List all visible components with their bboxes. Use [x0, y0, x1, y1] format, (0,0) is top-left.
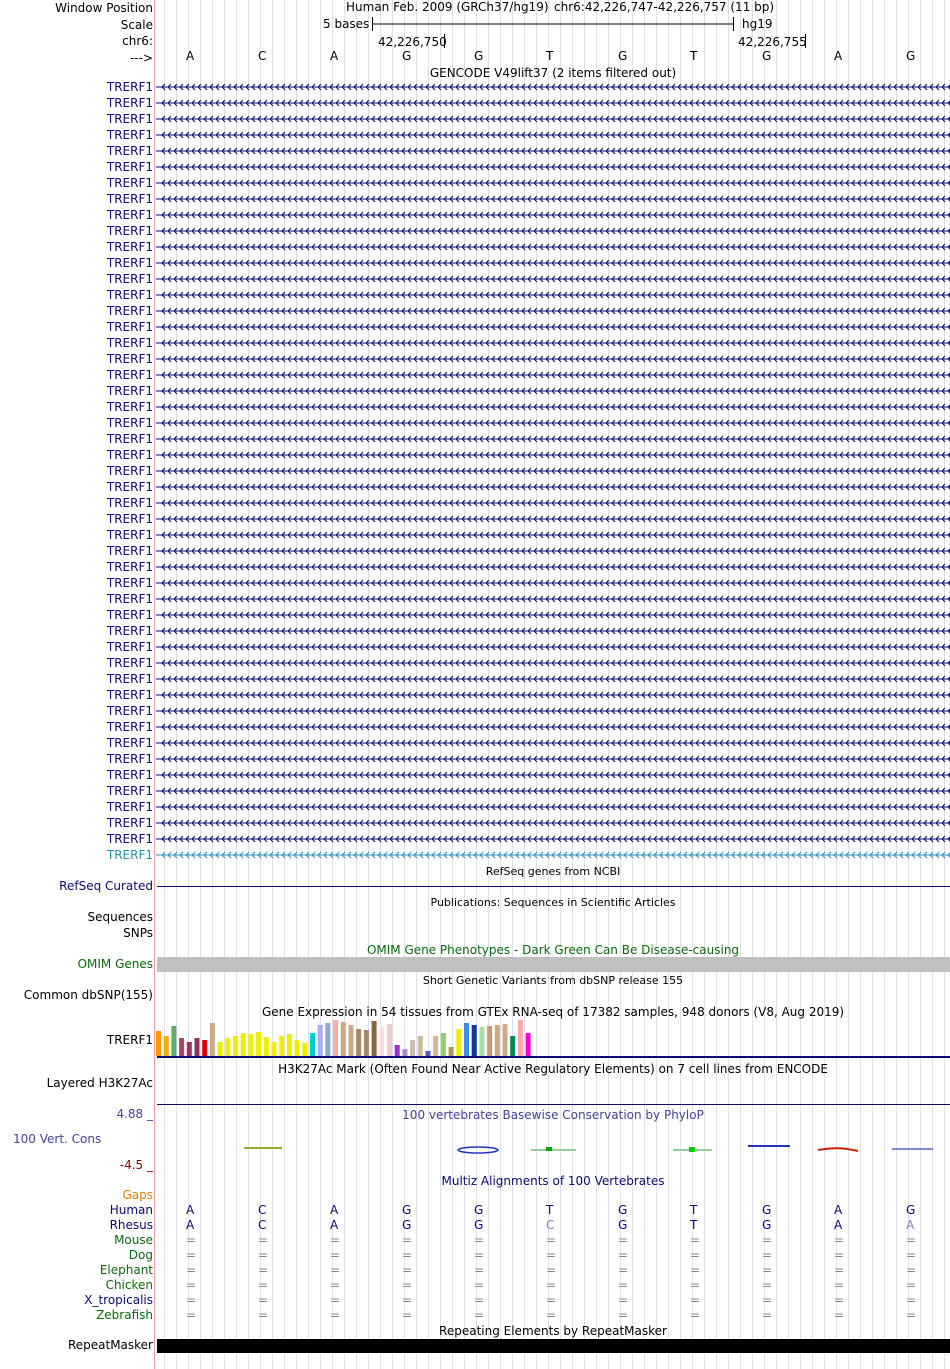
alignment-base: = [258, 1278, 269, 1292]
gencode-gene-label[interactable]: TRERF1 [106, 368, 153, 382]
alignment-base: = [402, 1308, 413, 1322]
gencode-gene-label[interactable]: TRERF1 [106, 464, 153, 478]
alignment-base: = [690, 1293, 701, 1307]
gencode-gene-label[interactable]: TRERF1 [106, 720, 153, 734]
gencode-gene-label[interactable]: TRERF1 [106, 96, 153, 110]
alignment-base: = [906, 1248, 917, 1262]
alignment-base: = [330, 1248, 341, 1262]
alignment-base: = [546, 1278, 557, 1292]
base-letter: A [186, 49, 195, 63]
refseq-title[interactable]: RefSeq genes from NCBI [485, 865, 621, 878]
alignment-base: = [762, 1263, 773, 1277]
gencode-gene-label[interactable]: TRERF1 [106, 800, 153, 814]
alignment-base: = [834, 1263, 845, 1277]
alignment-base: G [762, 1203, 772, 1217]
alignment-base: = [906, 1233, 917, 1247]
phylop-title[interactable]: 100 vertebrates Basewise Conservation by PhyloP [402, 1108, 704, 1122]
alignment-base: = [690, 1233, 701, 1247]
alignment-base: = [330, 1233, 341, 1247]
gencode-gene-label[interactable]: TRERF1 [106, 400, 153, 414]
alignment-base: = [474, 1308, 485, 1322]
alignment-base: = [762, 1233, 773, 1247]
gencode-gene-label[interactable]: TRERF1 [106, 160, 153, 174]
alignment-base: = [546, 1248, 557, 1262]
alignment-base: G [402, 1203, 412, 1217]
alignment-base: = [186, 1263, 197, 1277]
base-letter: G [618, 49, 628, 63]
gencode-gene-label[interactable]: TRERF1 [106, 80, 153, 94]
alignment-base: = [186, 1233, 197, 1247]
gencode-gene-label[interactable]: TRERF1 [106, 144, 153, 158]
alignment-base: G [402, 1218, 412, 1232]
alignment-base: A [834, 1203, 843, 1217]
alignment-base: = [690, 1248, 701, 1262]
gencode-gene-label[interactable]: TRERF1 [106, 656, 153, 670]
alignment-base: G [906, 1203, 916, 1217]
alignment-base: = [474, 1278, 485, 1292]
alignment-base: G [762, 1218, 772, 1232]
alignment-base: = [474, 1263, 485, 1277]
gencode-gene-label[interactable]: TRERF1 [106, 304, 153, 318]
alignment-base: G [474, 1218, 484, 1232]
alignment-base: A [330, 1218, 339, 1232]
alignment-base: = [330, 1278, 341, 1292]
base-letter: G [474, 49, 484, 63]
gencode-gene-label[interactable]: TRERF1 [106, 256, 153, 270]
gencode-gene-label[interactable]: TRERF1 [106, 416, 153, 430]
coord-left: 42,226,750 [378, 35, 447, 49]
alignment-base: G [474, 1203, 484, 1217]
species-label[interactable]: Chicken [105, 1278, 153, 1292]
pubs-snps-label[interactable]: SNPs [123, 926, 153, 940]
gencode-gene-label[interactable]: TRERF1 [106, 208, 153, 222]
gencode-gene-label[interactable]: TRERF1 [106, 288, 153, 302]
alignment-base: = [474, 1293, 485, 1307]
gencode-gene-label[interactable]: TRERF1 [106, 496, 153, 510]
position-range: chr6:42,226,747-42,226,757 (11 bp) [554, 0, 775, 14]
gencode-gene-label[interactable]: TRERF1 [106, 320, 153, 334]
alignment-base: = [402, 1278, 413, 1292]
gencode-gene-label[interactable]: TRERF1 [106, 848, 153, 862]
omim-title[interactable]: OMIM Gene Phenotypes - Dark Green Can Be Disease-causing [366, 943, 740, 957]
gencode-gene-label[interactable]: TRERF1 [106, 752, 153, 766]
base-letter: G [762, 49, 772, 63]
repeatmasker-label[interactable]: RepeatMasker [67, 1338, 153, 1352]
base-letter: G [906, 49, 916, 63]
gencode-gene-label[interactable]: TRERF1 [106, 592, 153, 606]
alignment-base: A [330, 1203, 339, 1217]
alignment-base: = [906, 1308, 917, 1322]
gencode-gene-label[interactable]: TRERF1 [106, 384, 153, 398]
gencode-gene-label[interactable]: TRERF1 [106, 240, 153, 254]
alignment-base: = [618, 1278, 629, 1292]
gaps-label: Gaps [122, 1188, 153, 1202]
species-label[interactable]: Dog [128, 1248, 153, 1262]
alignment-base: = [186, 1248, 197, 1262]
alignment-base: = [906, 1263, 917, 1277]
gencode-gene-label[interactable]: TRERF1 [106, 608, 153, 622]
alignment-base: = [258, 1263, 269, 1277]
alignment-base: G [618, 1218, 628, 1232]
alignment-base: = [906, 1293, 917, 1307]
base-letter: G [402, 49, 412, 63]
db-label: hg19 [742, 17, 773, 31]
h3k27ac-label[interactable]: Layered H3K27Ac [46, 1076, 153, 1090]
alignment-base: = [330, 1263, 341, 1277]
species-label[interactable]: Zebrafish [96, 1308, 153, 1322]
alignment-base: G [618, 1203, 628, 1217]
gencode-gene-label[interactable]: TRERF1 [106, 576, 153, 590]
alignment-base: A [834, 1218, 843, 1232]
gencode-gene-label[interactable]: TRERF1 [106, 704, 153, 718]
publications-title[interactable]: Publications: Sequences in Scientific Articles [430, 896, 676, 909]
base-letter: A [330, 49, 339, 63]
pubs-sequences-label[interactable]: Sequences [87, 910, 153, 924]
strand-label: ---> [129, 51, 153, 65]
dbsnp-label[interactable]: Common dbSNP(155) [23, 988, 153, 1002]
alignment-base: = [402, 1263, 413, 1277]
alignment-base: C [258, 1203, 267, 1217]
alignment-base: = [762, 1293, 773, 1307]
alignment-base: = [618, 1263, 629, 1277]
alignment-base: = [834, 1248, 845, 1262]
alignment-base: = [258, 1293, 269, 1307]
gtex-title[interactable]: Gene Expression in 54 tissues from GTEx RNA-seq of 17382 samples, 948 donors (V8, Aug 2019) [261, 1005, 845, 1019]
alignment-base: = [618, 1248, 629, 1262]
alignment-base: A [186, 1218, 195, 1232]
species-label[interactable]: Rhesus [109, 1218, 153, 1232]
gencode-gene-label[interactable]: TRERF1 [106, 832, 153, 846]
alignment-base: = [546, 1308, 557, 1322]
alignment-base: T [690, 1203, 698, 1217]
gencode-gene-label[interactable]: TRERF1 [106, 176, 153, 190]
alignment-base: T [546, 1203, 554, 1217]
coord-right: 42,226,755 [738, 35, 807, 49]
alignment-base: = [186, 1308, 197, 1322]
alignment-base: = [402, 1293, 413, 1307]
gencode-gene-label[interactable]: TRERF1 [106, 816, 153, 830]
species-label[interactable]: X_tropicalis [84, 1293, 153, 1307]
repeatmasker-bar[interactable] [157, 1339, 950, 1353]
alignment-base: = [762, 1308, 773, 1322]
gencode-gene-label[interactable]: TRERF1 [106, 560, 153, 574]
refseq-label[interactable]: RefSeq Curated [59, 879, 153, 893]
gencode-gene-label[interactable]: TRERF1 [106, 336, 153, 350]
alignment-base: = [690, 1263, 701, 1277]
alignment-base: = [330, 1293, 341, 1307]
alignment-base: C [546, 1218, 555, 1232]
gencode-gene-label[interactable]: TRERF1 [106, 128, 153, 142]
scale-text: 5 bases [323, 17, 370, 31]
alignment-base: = [906, 1278, 917, 1292]
alignment-base: = [834, 1308, 845, 1322]
alignment-base: = [546, 1233, 557, 1247]
alignment-base: = [186, 1293, 197, 1307]
gencode-gene-label[interactable]: TRERF1 [106, 112, 153, 126]
base-letter: A [834, 49, 843, 63]
alignment-base: = [402, 1248, 413, 1262]
repeatmasker-title[interactable]: Repeating Elements by RepeatMasker [439, 1324, 667, 1338]
alignment-base: = [330, 1308, 341, 1322]
alignment-base: = [834, 1293, 845, 1307]
alignment-base: A [906, 1218, 915, 1232]
phylop-label[interactable]: 100 Vert. Cons [13, 1132, 102, 1146]
gencode-gene-label[interactable]: TRERF1 [106, 784, 153, 798]
alignment-base: A [186, 1203, 195, 1217]
gencode-gene-label[interactable]: TRERF1 [106, 224, 153, 238]
scale-label: Scale [120, 18, 153, 32]
alignment-base: = [834, 1278, 845, 1292]
species-label[interactable]: Elephant [99, 1263, 153, 1277]
alignment-base: = [690, 1278, 701, 1292]
alignment-base: = [762, 1278, 773, 1292]
alignment-base: = [258, 1308, 269, 1322]
alignment-base: = [474, 1233, 485, 1247]
omim-label[interactable]: OMIM Genes [77, 957, 153, 971]
alignment-base: = [258, 1248, 269, 1262]
species-label[interactable]: Mouse [114, 1233, 153, 1247]
gencode-gene-label[interactable]: TRERF1 [106, 544, 153, 558]
dbsnp-title[interactable]: Short Genetic Variants from dbSNP release 155 [422, 974, 684, 987]
base-letter: T [690, 49, 698, 63]
chrom-label: chr6: [122, 34, 153, 48]
gencode-gene-label[interactable]: TRERF1 [106, 512, 153, 526]
alignment-base: = [834, 1233, 845, 1247]
gtex-label[interactable]: TRERF1 [106, 1033, 153, 1047]
alignment-base: = [402, 1233, 413, 1247]
alignment-base: = [690, 1308, 701, 1322]
alignment-base: = [618, 1293, 629, 1307]
alignment-base: = [186, 1278, 197, 1292]
window-position-label: Window Position [55, 1, 153, 15]
gencode-gene-label[interactable]: TRERF1 [106, 528, 153, 542]
gencode-gene-label[interactable]: TRERF1 [106, 272, 153, 286]
gencode-gene-label[interactable]: TRERF1 [106, 688, 153, 702]
alignment-base: T [690, 1218, 698, 1232]
gencode-gene-label[interactable]: TRERF1 [106, 736, 153, 750]
alignment-base: = [618, 1308, 629, 1322]
phylop-min-label: -4.5 _ [119, 1158, 153, 1172]
gencode-gene-label[interactable]: TRERF1 [106, 624, 153, 638]
alignment-base: = [618, 1233, 629, 1247]
h3k27ac-title[interactable]: H3K27Ac Mark (Often Found Near Active Regulatory Elements) on 7 cell lines from ENCODE [278, 1062, 828, 1076]
gencode-gene-label[interactable]: TRERF1 [106, 448, 153, 462]
multiz-title[interactable]: Multiz Alignments of 100 Vertebrates [441, 1174, 665, 1188]
phylop-max-label: 4.88 _ [116, 1107, 153, 1121]
gencode-gene-label[interactable]: TRERF1 [106, 432, 153, 446]
gencode-gene-label[interactable]: TRERF1 [106, 192, 153, 206]
base-letter: T [546, 49, 554, 63]
gencode-title[interactable]: GENCODE V49lift37 (2 items filtered out) [429, 66, 677, 80]
assembly-name: Human Feb. 2009 (GRCh37/hg19) [346, 0, 549, 14]
base-letter: C [258, 49, 267, 63]
alignment-base: = [546, 1263, 557, 1277]
alignment-base: C [258, 1218, 267, 1232]
gencode-gene-label[interactable]: TRERF1 [106, 768, 153, 782]
alignment-base: = [762, 1248, 773, 1262]
species-label[interactable]: Human [109, 1203, 153, 1217]
gencode-gene-label[interactable]: TRERF1 [106, 640, 153, 654]
alignment-base: = [258, 1233, 269, 1247]
gencode-gene-label[interactable]: TRERF1 [106, 672, 153, 686]
gencode-gene-label[interactable]: TRERF1 [106, 480, 153, 494]
alignment-base: = [474, 1248, 485, 1262]
gencode-gene-label[interactable]: TRERF1 [106, 352, 153, 366]
alignment-base: = [546, 1293, 557, 1307]
